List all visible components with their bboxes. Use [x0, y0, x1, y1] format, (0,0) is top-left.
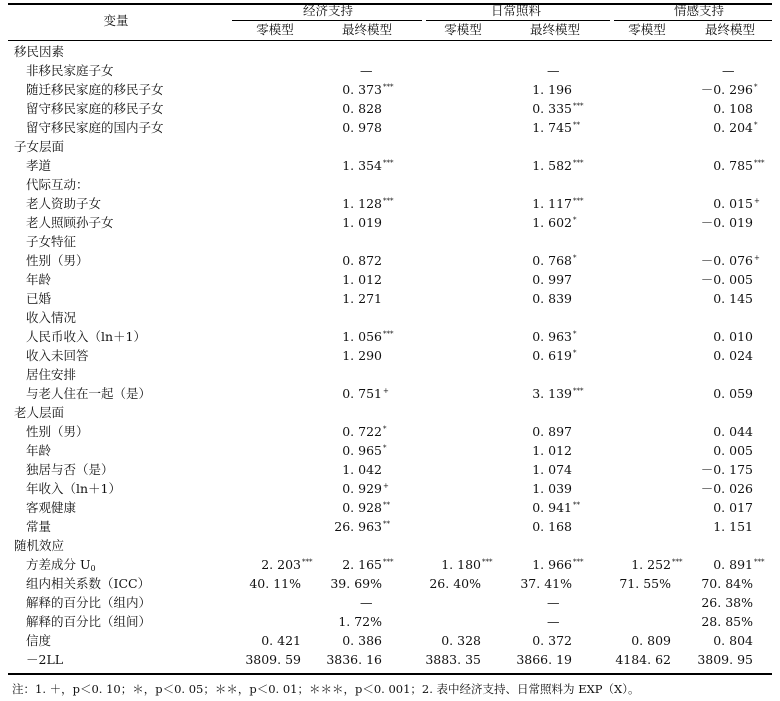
- value-text: 71. 55%: [619, 576, 671, 591]
- row-label: [26, 498, 76, 517]
- value-cell: [713, 327, 768, 346]
- row-label: [26, 593, 151, 612]
- row-label-text: 信度: [26, 633, 52, 648]
- table-row: [0, 403, 780, 422]
- row-label-text: 年收入（ln＋1）: [26, 481, 122, 496]
- value-text: －0. 005: [700, 272, 753, 287]
- value-cell: [547, 612, 563, 631]
- table-row: [0, 612, 780, 631]
- value-text: 3. 139: [532, 386, 572, 401]
- subcol-header-4: 最终模型: [529, 22, 581, 37]
- value-text: 0. 373: [342, 82, 382, 97]
- value-text: 1. 019: [342, 215, 382, 230]
- row-label-text: 留守移民家庭的移民子女: [26, 101, 164, 116]
- value-cell: [516, 650, 587, 669]
- value-cell: 0. 785***: [713, 158, 765, 173]
- value-text: 0. 421: [261, 633, 301, 648]
- value-text: 1. 271: [342, 291, 382, 306]
- value-text: 1. 252: [631, 557, 671, 572]
- row-label-text: 解释的百分比（组间）: [26, 614, 152, 629]
- value-cell: [249, 574, 316, 593]
- table-row: [0, 327, 780, 346]
- value-cell: 0. 941**: [532, 500, 580, 515]
- value-text: 0. 168: [532, 519, 572, 534]
- table-row: [0, 593, 780, 612]
- row-label-text: 性别（男）: [26, 424, 89, 439]
- value-cell: [441, 631, 496, 650]
- row-label: [26, 422, 89, 441]
- value-text: —: [360, 63, 373, 78]
- row-label-text: 老人层面: [14, 405, 65, 420]
- row-label: [26, 80, 164, 99]
- value-cell: [532, 479, 587, 498]
- value-text: 0. 005: [713, 443, 753, 458]
- value-cell: [342, 213, 397, 232]
- value-text: －0. 019: [700, 215, 753, 230]
- row-label-text: 解释的百分比（组内）: [26, 595, 152, 610]
- row-label: [14, 42, 64, 61]
- table-row: [0, 441, 780, 460]
- value-cell: [360, 61, 376, 80]
- value-cell: [532, 422, 587, 441]
- value-text: 1. 012: [532, 443, 572, 458]
- group-header-daily-care: 日常照料: [490, 3, 542, 18]
- row-label-text: 老人照顾孙子女: [26, 215, 114, 230]
- value-text: 0. 965: [342, 443, 382, 458]
- table-row: [0, 99, 780, 118]
- value-cell: [425, 650, 496, 669]
- value-cell: [713, 289, 768, 308]
- table-note: 注：1. ＋，p＜0. 10；＊，p＜0. 05；＊＊，p＜0. 01；＊＊＊，p＜0. 001；2. 表中经济支持、日常照料为 EXP（X）。: [12, 682, 640, 696]
- value-cell: 0. 928**: [342, 500, 390, 515]
- value-cell: －0. 076+: [700, 253, 760, 268]
- value-text: 0. 997: [532, 272, 572, 287]
- value-text: 1. 582: [532, 158, 572, 173]
- row-label: [26, 118, 164, 137]
- row-label: [26, 517, 51, 536]
- value-text: 0. 059: [713, 386, 753, 401]
- value-cell: 1. 252***: [631, 557, 683, 572]
- value-text: 0. 963: [532, 329, 572, 344]
- value-text: 0. 928: [342, 500, 382, 515]
- table-bottom-rule: [8, 673, 772, 675]
- table-row: [0, 365, 780, 384]
- row-label: [26, 479, 121, 498]
- value-cell: 1. 180***: [441, 557, 493, 572]
- value-text: —: [547, 614, 560, 629]
- value-cell: [532, 270, 587, 289]
- value-cell: 1. 582***: [532, 158, 584, 173]
- value-text: 1. 012: [342, 272, 382, 287]
- value-cell: [631, 631, 686, 650]
- value-cell: [701, 460, 768, 479]
- table-row: [0, 422, 780, 441]
- row-label-text: 人民币收入（ln＋1）: [26, 329, 147, 344]
- value-cell: 0. 015+: [713, 196, 760, 211]
- value-text: 3883. 35: [425, 652, 481, 667]
- value-cell: 2. 203***: [261, 557, 313, 572]
- value-text: 1. 042: [342, 462, 382, 477]
- table-header-rule: [8, 40, 772, 41]
- row-label: [26, 232, 76, 251]
- row-label-text: 代际互动：: [26, 177, 89, 192]
- value-cell: [342, 99, 397, 118]
- value-cell: 26. 963**: [334, 519, 390, 534]
- value-cell: 0. 891***: [713, 557, 765, 572]
- variable-column-header: 变量: [103, 13, 129, 28]
- value-text: 0. 108: [713, 101, 753, 116]
- value-cell: [245, 650, 316, 669]
- value-text: 0. 978: [342, 120, 382, 135]
- value-text: 0. 015: [713, 196, 753, 211]
- value-cell: 0. 965*: [342, 443, 387, 458]
- row-label: [26, 365, 76, 384]
- value-cell: －0. 296*: [700, 82, 758, 97]
- value-cell: [547, 593, 563, 612]
- value-cell: [330, 574, 397, 593]
- value-cell: [697, 650, 768, 669]
- value-cell: [713, 498, 768, 517]
- value-cell: [532, 289, 587, 308]
- value-text: 0. 145: [713, 291, 753, 306]
- value-cell: [532, 631, 587, 650]
- value-cell: [547, 61, 563, 80]
- row-label: [26, 460, 114, 479]
- value-cell: [520, 574, 587, 593]
- row-label-text: 年龄: [26, 272, 52, 287]
- row-label-text: 常量: [26, 519, 52, 534]
- value-text: 26. 963: [334, 519, 382, 534]
- row-label-text: 已婚: [26, 291, 52, 306]
- table-row: [0, 517, 780, 536]
- table-row: [0, 80, 780, 99]
- value-text: 0. 372: [532, 633, 572, 648]
- value-cell: 1. 354***: [342, 158, 394, 173]
- table-row: [0, 156, 780, 175]
- value-cell: [261, 631, 316, 650]
- value-text: 0. 328: [441, 633, 481, 648]
- row-label-text: 组内相关系数（ICC）: [26, 576, 151, 591]
- row-label-subscript: 0: [90, 564, 96, 573]
- value-text: 1. 196: [532, 82, 572, 97]
- table-row: [0, 460, 780, 479]
- value-cell: [532, 80, 587, 99]
- row-label-text: 随迁移民家庭的移民子女: [26, 82, 164, 97]
- value-text: 0. 017: [713, 500, 753, 515]
- value-text: 1. 72%: [338, 614, 382, 629]
- value-cell: [342, 251, 397, 270]
- value-text: －0. 296: [700, 82, 753, 97]
- value-cell: [342, 460, 397, 479]
- value-text: 1. 180: [441, 557, 481, 572]
- value-text: 2. 203: [261, 557, 301, 572]
- value-cell: [701, 574, 768, 593]
- value-text: —: [547, 595, 560, 610]
- value-text: 0. 751: [342, 386, 382, 401]
- table-row: [0, 118, 780, 137]
- value-cell: [532, 460, 587, 479]
- value-cell: [342, 631, 397, 650]
- value-cell: 1. 056***: [342, 329, 394, 344]
- row-label-text: 非移民家庭子女: [26, 63, 114, 78]
- value-cell: 0. 335***: [532, 101, 584, 116]
- row-label-text: 收入情况: [26, 310, 77, 325]
- value-text: 1. 290: [342, 348, 382, 363]
- table-row: [0, 232, 780, 251]
- subcol-header-5: 零模型: [628, 22, 666, 37]
- value-cell: [722, 61, 738, 80]
- row-label: [26, 156, 51, 175]
- row-label-text: 居住安排: [26, 367, 77, 382]
- row-label-text: －2LL: [26, 652, 64, 667]
- table-row: [0, 137, 780, 156]
- value-cell: 0. 963*: [532, 329, 577, 344]
- value-cell: 1. 117***: [532, 196, 584, 211]
- value-cell: 1. 745**: [532, 120, 580, 135]
- value-cell: 3. 139***: [532, 386, 584, 401]
- row-label: [26, 251, 89, 270]
- value-text: —: [547, 63, 560, 78]
- value-text: 0. 204: [713, 120, 753, 135]
- value-cell: [360, 593, 376, 612]
- row-label: [26, 327, 146, 346]
- row-label-text: 子女层面: [14, 139, 65, 154]
- value-text: 1. 151: [713, 519, 753, 534]
- row-label-text: 移民因素: [14, 44, 65, 59]
- value-cell: [326, 650, 397, 669]
- row-label: [26, 650, 63, 669]
- value-text: 37. 41%: [520, 576, 572, 591]
- row-label-text: 老人资助子女: [26, 196, 102, 211]
- value-text: 1. 745: [532, 120, 572, 135]
- value-cell: [532, 441, 587, 460]
- row-label: [14, 137, 64, 156]
- group-header-emotional: 情感支持: [673, 3, 725, 18]
- value-cell: 1. 128***: [342, 196, 394, 211]
- row-label: [26, 308, 76, 327]
- value-cell: [342, 346, 397, 365]
- row-label-text: 与老人住在一起（是）: [26, 386, 152, 401]
- value-cell: [338, 612, 397, 631]
- table-row: [0, 555, 780, 574]
- value-text: 0. 872: [342, 253, 382, 268]
- row-label: [26, 213, 114, 232]
- value-text: 3866. 19: [516, 652, 572, 667]
- row-label-text: 随机效应: [14, 538, 65, 553]
- value-cell: 0. 204*: [713, 120, 758, 135]
- value-text: 0. 024: [713, 348, 753, 363]
- value-cell: 0. 722*: [342, 424, 387, 439]
- value-cell: [619, 574, 686, 593]
- row-label-text: 留守移民家庭的国内子女: [26, 120, 164, 135]
- table-row: [0, 251, 780, 270]
- value-text: 1. 074: [532, 462, 572, 477]
- value-cell: [701, 612, 768, 631]
- value-text: 4184. 62: [615, 652, 671, 667]
- value-text: 1. 966: [532, 557, 572, 572]
- value-text: 0. 804: [713, 633, 753, 648]
- subcol-header-3: 零模型: [444, 22, 482, 37]
- table-row: [0, 270, 780, 289]
- row-label: [26, 175, 89, 194]
- value-text: 0. 828: [342, 101, 382, 116]
- row-label-text: 独居与否（是）: [26, 462, 114, 477]
- value-cell: 2. 165***: [342, 557, 394, 572]
- subcol-header-2: 最终模型: [341, 22, 393, 37]
- table-row: [0, 194, 780, 213]
- table-row: [0, 346, 780, 365]
- value-text: 0. 929: [342, 481, 382, 496]
- table-row: [0, 213, 780, 232]
- row-label: [26, 384, 151, 403]
- value-text: 0. 891: [713, 557, 753, 572]
- table-row: [0, 536, 780, 555]
- value-cell: 0. 751+: [342, 386, 389, 401]
- row-label: [26, 289, 51, 308]
- table-row: [0, 308, 780, 327]
- table-row: [0, 175, 780, 194]
- value-cell: [713, 517, 768, 536]
- value-text: 1. 039: [532, 481, 572, 496]
- row-label: [26, 61, 114, 80]
- value-text: 1. 056: [342, 329, 382, 344]
- row-label-text: 收入未回答: [26, 348, 89, 363]
- value-cell: [713, 99, 768, 118]
- value-cell: 1. 602*: [532, 215, 577, 230]
- value-text: 28. 85%: [701, 614, 753, 629]
- value-cell: [701, 479, 768, 498]
- value-text: 0. 941: [532, 500, 572, 515]
- value-cell: [701, 213, 768, 232]
- group-header-economic: 经济支持: [302, 3, 354, 18]
- table-row: [0, 631, 780, 650]
- value-text: 0. 722: [342, 424, 382, 439]
- value-text: 0. 386: [342, 633, 382, 648]
- row-label: [26, 270, 51, 289]
- value-cell: [701, 593, 768, 612]
- table-row: [0, 650, 780, 669]
- value-text: －0. 076: [700, 253, 753, 268]
- value-text: —: [360, 595, 373, 610]
- table-row: [0, 61, 780, 80]
- value-cell: [342, 289, 397, 308]
- row-label-text: 客观健康: [26, 500, 77, 515]
- value-text: 1. 354: [342, 158, 382, 173]
- value-cell: 0. 619*: [532, 348, 577, 363]
- row-label-text: 孝道: [26, 158, 52, 173]
- value-cell: [342, 270, 397, 289]
- value-cell: [615, 650, 686, 669]
- value-cell: [713, 346, 768, 365]
- value-cell: [342, 118, 397, 137]
- row-label-text: 方差成分 U: [26, 557, 91, 572]
- value-cell: [713, 422, 768, 441]
- value-text: 0. 768: [532, 253, 572, 268]
- table-top-rule: [8, 3, 772, 5]
- subcol-header-1: 零模型: [256, 22, 294, 37]
- row-label: [26, 346, 89, 365]
- value-text: 26. 40%: [429, 576, 481, 591]
- value-cell: 0. 929+: [342, 481, 389, 496]
- table-row: [0, 289, 780, 308]
- value-text: 0. 619: [532, 348, 572, 363]
- value-text: 3836. 16: [326, 652, 382, 667]
- value-text: 0. 044: [713, 424, 753, 439]
- value-text: 1. 602: [532, 215, 572, 230]
- row-label: [26, 612, 151, 631]
- value-cell: [532, 517, 587, 536]
- value-text: 0. 839: [532, 291, 572, 306]
- value-text: 70. 84%: [701, 576, 753, 591]
- row-label-text: 性别（男）: [26, 253, 89, 268]
- value-text: －0. 026: [700, 481, 753, 496]
- value-text: 3809. 95: [697, 652, 753, 667]
- value-text: 1. 117: [532, 196, 572, 211]
- value-text: 0. 785: [713, 158, 753, 173]
- table-row: [0, 498, 780, 517]
- value-cell: 0. 373***: [342, 82, 394, 97]
- value-cell: 0. 768*: [532, 253, 577, 268]
- row-label-text: 子女特征: [26, 234, 77, 249]
- row-label: [26, 574, 150, 593]
- value-text: 2. 165: [342, 557, 382, 572]
- value-cell: [701, 270, 768, 289]
- row-label: [14, 403, 64, 422]
- value-text: —: [722, 63, 735, 78]
- value-cell: [713, 384, 768, 403]
- table-row: [0, 479, 780, 498]
- row-label-text: 年龄: [26, 443, 52, 458]
- value-text: 0. 897: [532, 424, 572, 439]
- row-label: [26, 99, 164, 118]
- table-row: [0, 574, 780, 593]
- row-label: [26, 631, 51, 650]
- value-text: 40. 11%: [249, 576, 301, 591]
- value-text: 1. 128: [342, 196, 382, 211]
- value-text: 3809. 59: [245, 652, 301, 667]
- table-row: [0, 42, 780, 61]
- value-text: 0. 010: [713, 329, 753, 344]
- row-label: [14, 536, 64, 555]
- value-text: 39. 69%: [330, 576, 382, 591]
- value-cell: 1. 966***: [532, 557, 584, 572]
- table-row: [0, 384, 780, 403]
- row-label: [26, 194, 101, 213]
- value-text: 0. 335: [532, 101, 572, 116]
- value-text: 0. 809: [631, 633, 671, 648]
- value-cell: [713, 631, 768, 650]
- row-label: [26, 555, 96, 574]
- value-cell: [713, 441, 768, 460]
- value-text: 26. 38%: [701, 595, 753, 610]
- value-cell: [429, 574, 496, 593]
- subcol-header-6: 最终模型: [704, 22, 756, 37]
- row-label: [26, 441, 51, 460]
- value-text: －0. 175: [700, 462, 753, 477]
